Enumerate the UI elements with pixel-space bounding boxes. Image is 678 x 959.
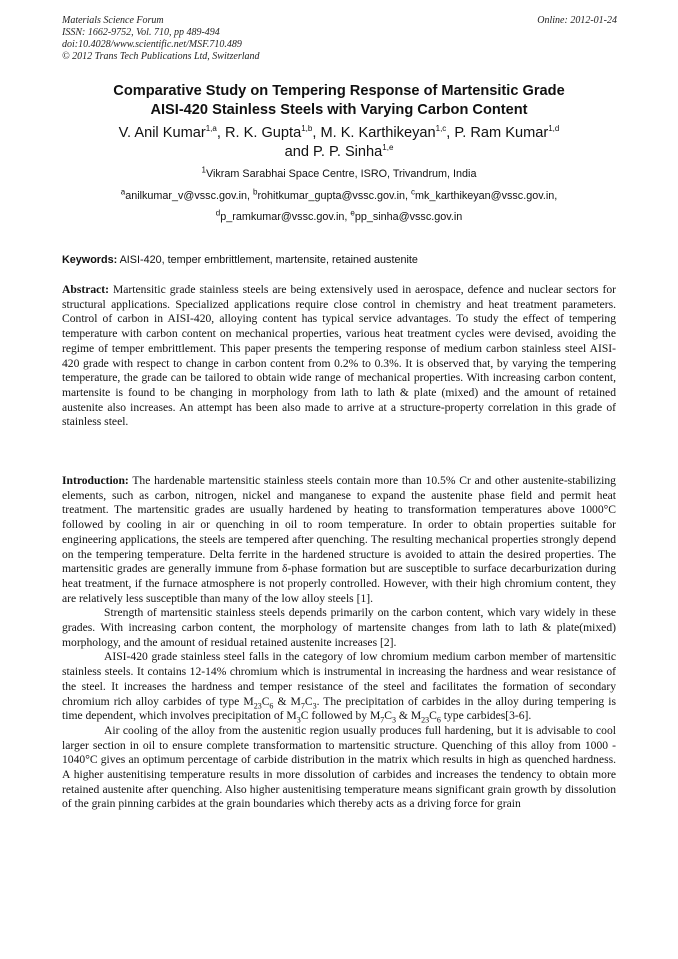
abstract-label: Abstract: (62, 283, 110, 296)
affiliation-text: Vikram Sarabhai Space Centre, ISRO, Trivandrum, India (206, 168, 477, 180)
email-superscript: b (253, 187, 258, 197)
intro-paragraph-1 (62, 474, 616, 606)
subscript: 23 (421, 715, 430, 725)
author-superscript: 1,e (382, 143, 394, 153)
doi-line: doi:10.4028/www.scientific.net/MSF.710.489 (62, 39, 242, 50)
email-superscript: d (215, 208, 221, 218)
title-line-2: AISI-420 Stainless Steels with Varying Carbon Content (150, 102, 528, 118)
intro-paragraph-2: Strength of martensitic stainless steels depends primarily on the carbon content, which vary widely in these grades. With increasing carbon content, the morphology of martensite changes from lath to lath & plate(mixed) morphology, and the amount of residual retained austenite increases [2]. (62, 606, 616, 649)
email-address: mk_karthikeyan@vssc.gov.in, (415, 190, 558, 202)
email-address: anilkumar_v@vssc.gov.in, (125, 190, 250, 202)
author-name: P. Ram Kumar (454, 125, 549, 141)
keywords-label: Keywords: (62, 254, 118, 266)
author-line-2 (62, 143, 616, 162)
email-superscript: c (411, 187, 416, 197)
abstract-paragraph (62, 283, 616, 430)
intro-text: type carbides[3-6]. (440, 709, 532, 723)
journal-name: Materials Science Forum (62, 15, 164, 26)
author-superscript: 1,b (301, 124, 313, 134)
author-line-1: V. Anil Kumar$^{1,a}$, R. K. Gupta$^{1,b}$, M. K. Karthikeyan$^{1,c}$, P. Ram Kumar$^{1,d}$ (118, 124, 560, 141)
intro-text: AISI-420 grade stainless steel falls in the category of low chromium medium carbon member of martensitic stainless steels. It contains 12-14% chromium which is instrumental in increasing the hardness and wear resistance of the steel. It increases the hardness and temper resistance of the steel and facilitates the formation of secondary chromium rich alloy carbides of type M (62, 650, 616, 708)
subscript: 6 (269, 700, 274, 710)
author-name: P. P. Sinha (313, 144, 383, 160)
author-conjunction: and (284, 144, 309, 160)
intro-paragraph-3 (62, 650, 616, 724)
subscript: 6 (436, 715, 441, 725)
issn-line: ISSN: 1662-9752, Vol. 710, pp 489-494 (62, 27, 220, 38)
title-line-1: Comparative Study on Tempering Response of Martensitic Grade (113, 83, 565, 99)
email-address: rohitkumar_gupta@vssc.gov.in, (257, 190, 409, 202)
copyright-line: © 2012 Trans Tech Publications Ltd, Switzerland (62, 51, 260, 62)
paper-title (62, 82, 616, 120)
affiliation-line (62, 167, 616, 181)
intro-text: C (261, 694, 270, 708)
subscript: 7 (300, 700, 305, 710)
introduction-section (62, 474, 616, 812)
email-address: p_ramkumar@vssc.gov.in, (220, 211, 348, 223)
subscript: 3 (312, 700, 317, 710)
abstract-section (62, 283, 616, 430)
intro-text: C (304, 694, 313, 708)
author-superscript: 1,a (205, 124, 217, 134)
email-superscript: e (350, 208, 355, 218)
email-address: pp_sinha@vssc.gov.in (354, 211, 463, 223)
subscript: 3 (296, 715, 301, 725)
intro-text: C (384, 709, 392, 723)
intro-text: & M (396, 709, 422, 723)
intro-text: . The precipitation of carbides in the alloy during tempering is time dependent, which involves precipitation of M (62, 694, 616, 723)
author-list (62, 124, 616, 162)
intro-text: & M (273, 694, 301, 708)
keywords-text: AISI-420, temper embrittlement, martensite, retained austenite (119, 254, 418, 266)
subscript: 3 (392, 715, 396, 725)
email-line-1 (62, 189, 616, 203)
affiliation-superscript: 1 (201, 165, 206, 175)
subscript: 23 (253, 700, 262, 710)
author-name: R. K. Gupta (224, 125, 302, 141)
intro-text: C (429, 709, 437, 723)
online-date: Online: 2012-01-24 (537, 15, 617, 26)
intro-text: C followed by M (300, 709, 381, 723)
author-name: M. K. Karthikeyan (320, 125, 436, 141)
author-superscript: 1,d (548, 124, 560, 134)
email-line-2 (62, 210, 616, 224)
author-superscript: 1,c (435, 124, 447, 134)
introduction-label: Introduction: (62, 474, 129, 487)
subscript: 7 (380, 715, 385, 725)
author-name: V. Anil Kumar (118, 125, 206, 141)
intro-text-1: The hardenable martensitic stainless steels contain more than 10.5% Cr and other austenite-stabilizing elements, such as carbon, nitrogen, nickel and manganese to expand the austenite phase field and permit heat treatment. The martensitic grades are usually hardened by heating to transformation temperatures above 1000°C followed by cooling in air or quenching in oil to room temperature. In order to obtain properties suitable for engineering applications, the steels are tempered after quenching. The resulting mechanical properties strongly depend on the tempering temperature. Delta ferrite in the hardened structure is avoided to attain the desired properties. The martensitic grades are generally immune from δ-phase formation but are susceptible to surface decarburization during heat treatment, if the furnace atmosphere is not properly controlled. However, with their high chromium content, they are relatively less susceptible than many of the low alloy steels [1]. (62, 474, 616, 605)
keywords-line (62, 253, 616, 267)
abstract-text: Martensitic grade stainless steels are being extensively used in aerospace, defence and nuclear sectors for structural applications. Specialized applications require close control in chemistry and heat treatment parameters. Control of carbon in AISI-420, alloying content has typical service advantages. To study the effect of tempering temperature with carbon content on mechanical properties, various heat treatment cycles were devised, avoiding the regime of temper embrittlement. This paper presents the tempering response of medium carbon stainless steel AISI-420 grade with respect to change in carbon content from 0.2% to 0.3%. It is observed that, by varying the tempering temperature, the grade can be tailored to obtain wide range of mechanical properties. With increasing carbon content, martensite is found to be changing in morphology from lath to lath & plate (mixed) and the amount of retained austenite also increases. An attempt has been also made to arrive at a structure-property correlation in this grade of stainless steel. (62, 283, 616, 429)
email-superscript: a (120, 187, 126, 197)
intro-paragraph-4: Air cooling of the alloy from the austenitic region usually produces full hardening, but it is advisable to cool larger section in oil to ensure complete transformation to martensitic structure. Quenching of this alloy from 1000 - 1040°C gives an optimum percentage of carbide distribution in the matrix which results in high as quenched hardness. A higher austenitising temperature results in more dissolution of carbides and increases the tendency to obtain more retained austenite after quenching. Also higher austenitising temperature means significant grain growth by dissolution of the grain pinning carbides at the grain boundaries which thereby acts as a driving force for grain (62, 723, 616, 811)
journal-header (62, 15, 617, 63)
